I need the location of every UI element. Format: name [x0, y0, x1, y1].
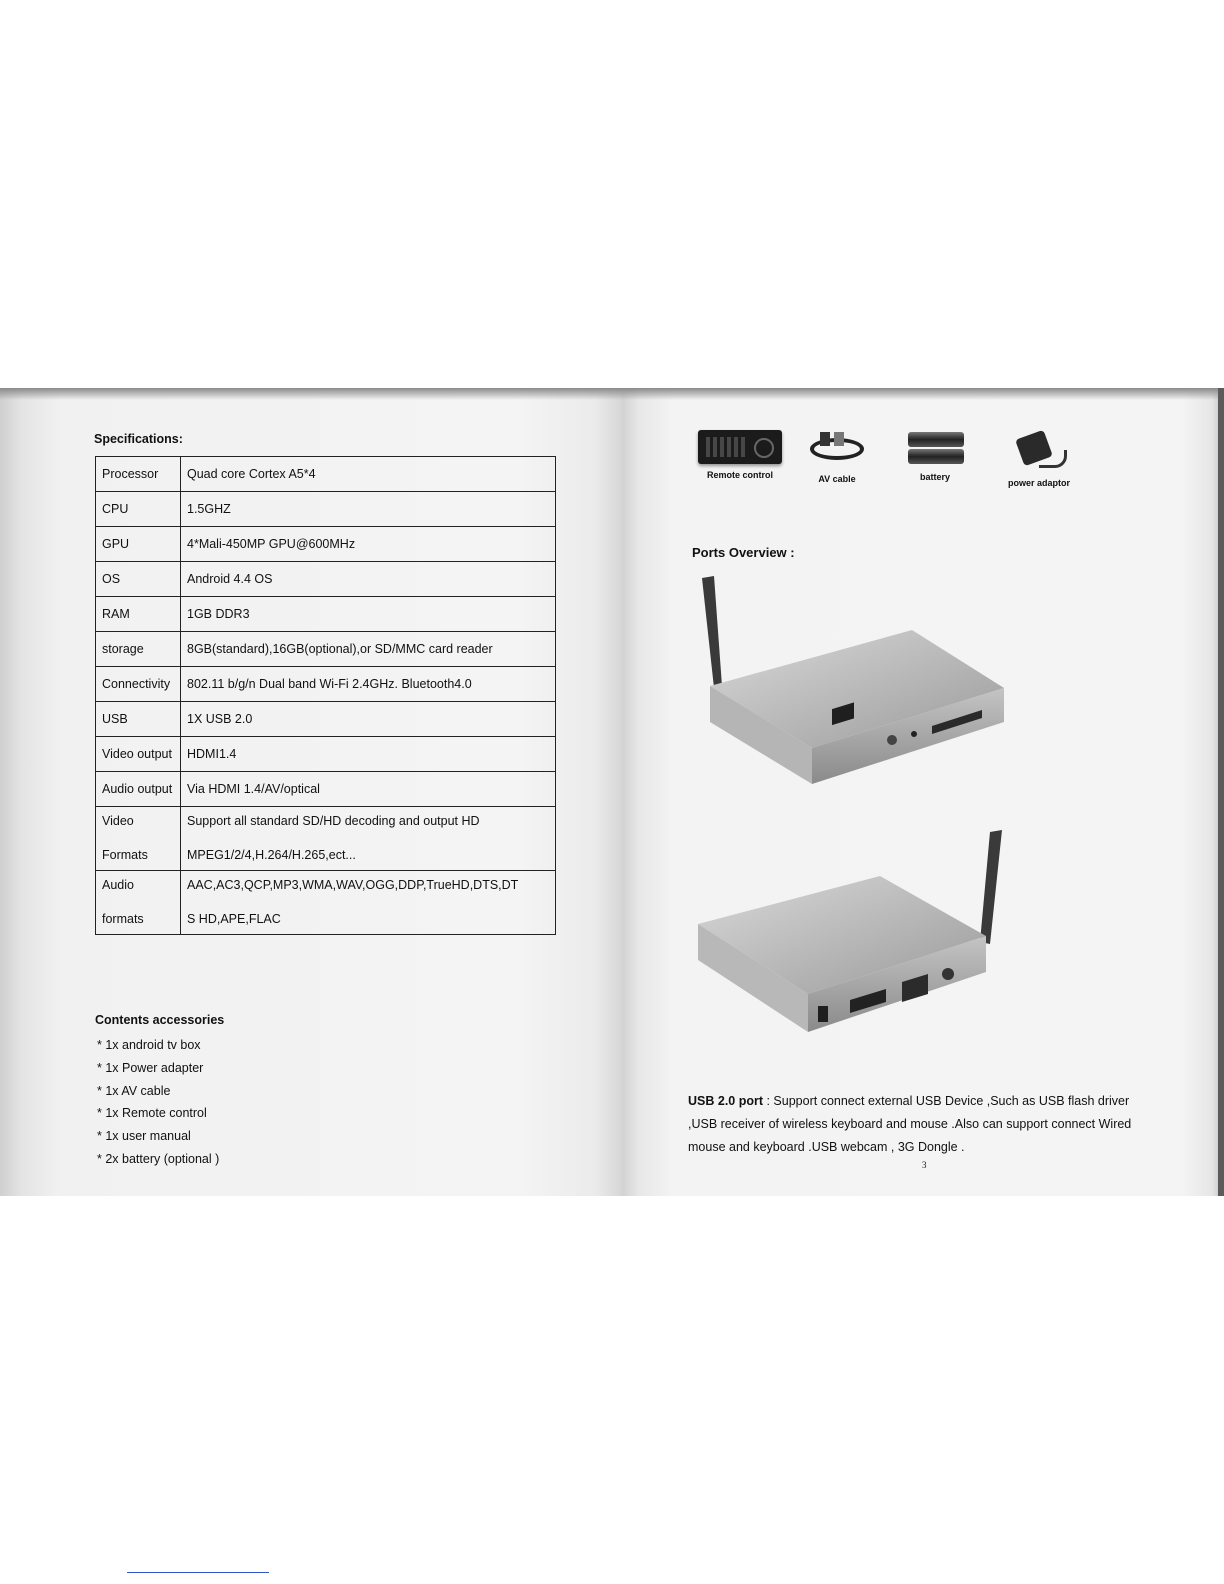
- right-page: [622, 388, 1224, 1196]
- tv-box-front-photo: [682, 570, 1022, 800]
- accessory-item: * 1x user manual: [97, 1125, 219, 1148]
- accessory-item: * 1x Remote control: [97, 1102, 219, 1125]
- remote-control-caption: Remote control: [706, 470, 773, 480]
- spec-key: CPU: [96, 492, 181, 527]
- av-cable-image: [802, 430, 872, 468]
- spec-row: [96, 597, 556, 632]
- spec-row: [96, 632, 556, 667]
- av-cable-caption: AV cable: [818, 474, 856, 484]
- accessory-item: * 1x Power adapter: [97, 1057, 219, 1080]
- spec-value: 1.5GHZ: [181, 492, 556, 527]
- spec-value: 802.11 b/g/n Dual band Wi-Fi 2.4GHz. Bluetooth4.0: [181, 667, 556, 702]
- spec-value: AAC,AC3,QCP,MP3,WMA,WAV,OGG,DDP,TrueHD,DTS,DT: [187, 878, 519, 892]
- spec-key: Audio: [102, 878, 134, 892]
- spec-row: [96, 702, 556, 737]
- specifications-table: [95, 456, 556, 935]
- tv-box-rear-photo: [690, 824, 1030, 1054]
- spec-row-audio-formats: [96, 871, 556, 935]
- spec-value: MPEG1/2/4,H.264/H.265,ect...: [187, 848, 356, 862]
- spec-key: Processor: [96, 457, 181, 492]
- spec-value: Android 4.4 OS: [181, 562, 556, 597]
- spec-key: storage: [96, 632, 181, 667]
- spec-key: Formats: [102, 848, 148, 862]
- spec-key: OS: [96, 562, 181, 597]
- spec-key: GPU: [96, 527, 181, 562]
- spec-key: RAM: [96, 597, 181, 632]
- accessory-item: * 1x android tv box: [97, 1034, 219, 1057]
- spec-row: [96, 527, 556, 562]
- spec-value: HDMI1.4: [181, 737, 556, 772]
- spec-key: Video output: [96, 737, 181, 772]
- spec-value: S HD,APE,FLAC: [187, 912, 281, 926]
- audio-jack: [887, 735, 897, 745]
- spec-value: Support all standard SD/HD decoding and output HD: [187, 814, 480, 828]
- spec-key: Audio output: [96, 772, 181, 807]
- av-cable-item: [802, 430, 872, 484]
- spec-value: Via HDMI 1.4/AV/optical: [181, 772, 556, 807]
- spec-key: formats: [102, 912, 144, 926]
- spec-value: 1X USB 2.0: [181, 702, 556, 737]
- spec-row: [96, 667, 556, 702]
- contents-accessories-heading: Contents accessories: [95, 1013, 225, 1027]
- usb-port-description: [688, 1090, 1158, 1159]
- remote-control-item: [698, 430, 782, 480]
- scanned-booklet-spread: [0, 388, 1224, 1196]
- specifications-heading: Specifications:: [94, 432, 183, 446]
- spec-value: 4*Mali-450MP GPU@600MHz: [181, 527, 556, 562]
- spec-value: 1GB DDR3: [181, 597, 556, 632]
- spec-row: [96, 772, 556, 807]
- accessories-list: [97, 1034, 219, 1171]
- accessory-item: * 1x AV cable: [97, 1080, 219, 1103]
- battery-image: [904, 430, 966, 466]
- spec-row: [96, 737, 556, 772]
- power-port: [818, 1006, 828, 1022]
- battery-item: [904, 430, 966, 482]
- spec-row-video-formats: [96, 807, 556, 871]
- spec-value: Quad core Cortex A5*4: [181, 457, 556, 492]
- power-adaptor-image: [1011, 430, 1067, 472]
- footer-underline: [127, 1572, 269, 1573]
- ir-sensor: [911, 731, 917, 737]
- spec-key: Connectivity: [96, 667, 181, 702]
- spec-key: Video: [102, 814, 134, 828]
- remote-control-image: [698, 430, 782, 464]
- scan-right-edge: [1218, 388, 1224, 1196]
- scan-top-edge: [0, 388, 1224, 400]
- spec-row: [96, 492, 556, 527]
- power-adaptor-item: [1008, 430, 1070, 488]
- spec-row: [96, 457, 556, 492]
- ports-overview-heading: Ports Overview :: [692, 545, 795, 560]
- spec-value: 8GB(standard),16GB(optional),or SD/MMC card reader: [181, 632, 556, 667]
- av-port: [942, 968, 954, 980]
- battery-caption: battery: [919, 472, 950, 482]
- left-page: [0, 388, 622, 1196]
- spec-row: [96, 562, 556, 597]
- spec-key: USB: [96, 702, 181, 737]
- usb-port-text: : Support connect external USB Device ,Such as USB flash driver ,USB receiver of wireless keyboard and mouse .Also can support connect Wired mouse and keyboard .USB webcam , 3G Dongle .: [688, 1094, 1132, 1154]
- page-number: 3: [922, 1160, 927, 1170]
- accessory-item: * 2x battery (optional ): [97, 1148, 219, 1171]
- usb-port-title: USB 2.0 port: [688, 1094, 764, 1108]
- power-adaptor-caption: power adaptor: [1008, 478, 1071, 488]
